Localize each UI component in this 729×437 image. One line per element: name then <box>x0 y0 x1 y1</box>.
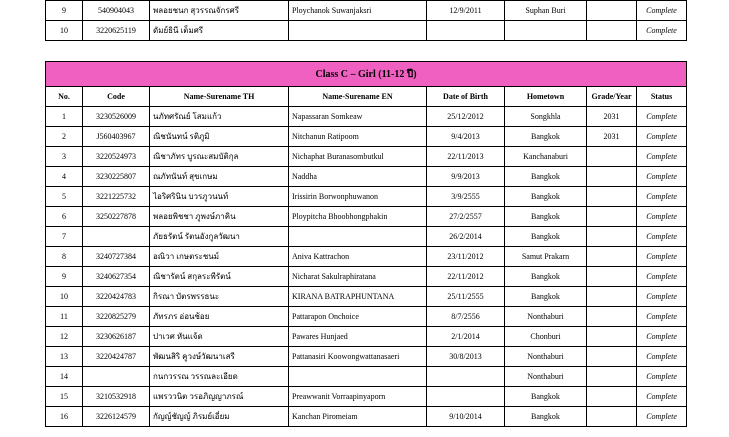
cell-no: 9 <box>46 1 83 21</box>
cell-hometown: Kanchanaburi <box>505 147 587 167</box>
table-row <box>46 1 687 21</box>
table-row <box>46 147 687 167</box>
cell-no: 12 <box>46 327 83 347</box>
cell-dob <box>427 21 505 41</box>
table-row <box>46 167 687 187</box>
cell-name-th: พลอยชนก สุวรรณจักรศรี <box>150 1 289 21</box>
cell-status: Complete <box>637 167 687 187</box>
cell-status: Complete <box>637 1 687 21</box>
cell-name-en <box>289 227 427 247</box>
cell-hometown: Suphan Buri <box>505 1 587 21</box>
cell-no: 5 <box>46 187 83 207</box>
cell-hometown: Nonthaburi <box>505 367 587 387</box>
table-row <box>46 247 687 267</box>
cell-code: 3240727384 <box>83 247 150 267</box>
cell-no: 4 <box>46 167 83 187</box>
cell-code: 3220424783 <box>83 287 150 307</box>
cell-name-th: พลอยพิชชา ภูพงษ์ภาคิน <box>150 207 289 227</box>
cell-name-en: Ploypitcha Bhoobhongphakin <box>289 207 427 227</box>
cell-status: Complete <box>637 147 687 167</box>
cell-name-en: Aniva Kattrachon <box>289 247 427 267</box>
cell-name-th: ปาเวศ หันแจ้ด <box>150 327 289 347</box>
cell-grade <box>587 347 637 367</box>
cell-dob: 26/2/2014 <box>427 227 505 247</box>
cell-grade <box>587 1 637 21</box>
cell-no: 9 <box>46 267 83 287</box>
header-name-en: Name-Surename EN <box>289 87 427 107</box>
cell-dob: 2/1/2014 <box>427 327 505 347</box>
cell-code <box>83 367 150 387</box>
cell-code: 3220825279 <box>83 307 150 327</box>
cell-status: Complete <box>637 287 687 307</box>
table-row <box>46 407 687 427</box>
cell-name-th: กัญญ์ชัญญ์ ภิรมย์เอี่ยม <box>150 407 289 427</box>
cell-code: 3230526009 <box>83 107 150 127</box>
cell-name-th: พัฒนสิริ คูวงษ์วัฒนาเสรี <box>150 347 289 367</box>
cell-name-th: นภัทศรัณย์ โสมแก้ว <box>150 107 289 127</box>
cell-hometown: Bangkok <box>505 287 587 307</box>
cell-hometown: Bangkok <box>505 167 587 187</box>
cell-name-th: ภัยธรัตน์ รัตนอังกูลวัฒนา <box>150 227 289 247</box>
cell-grade <box>587 327 637 347</box>
cell-grade <box>587 387 637 407</box>
header-grade: Grade/Year <box>587 87 637 107</box>
cell-name-en: Nicharat Sakulraphiratana <box>289 267 427 287</box>
cell-no: 10 <box>46 21 83 41</box>
cell-status: Complete <box>637 327 687 347</box>
cell-grade <box>587 307 637 327</box>
cell-hometown: Nonthaburi <box>505 307 587 327</box>
table-row <box>46 327 687 347</box>
cell-name-en: Naddha <box>289 167 427 187</box>
cell-no: 8 <box>46 247 83 267</box>
cell-hometown: Chonburi <box>505 327 587 347</box>
cell-name-en: Nitchanun Ratipoom <box>289 127 427 147</box>
cell-dob: 27/2/2557 <box>427 207 505 227</box>
cell-dob: 25/12/2012 <box>427 107 505 127</box>
cell-dob: 3/9/2555 <box>427 187 505 207</box>
cell-name-en: Kanchan Piromeiam <box>289 407 427 427</box>
cell-grade <box>587 407 637 427</box>
cell-code: 3220625119 <box>83 21 150 41</box>
cell-grade: 2031 <box>587 127 637 147</box>
header-status: Status <box>637 87 687 107</box>
cell-dob <box>427 367 505 387</box>
cell-name-th: กนกวรรณ วรรณละเอียด <box>150 367 289 387</box>
table-row <box>46 287 687 307</box>
cell-dob: 22/11/2013 <box>427 147 505 167</box>
cell-status: Complete <box>637 107 687 127</box>
cell-hometown: Bangkok <box>505 267 587 287</box>
class-title: Class C – Girl (11-12 ปี) <box>46 62 687 87</box>
table-row <box>46 187 687 207</box>
cell-name-en <box>289 367 427 387</box>
cell-status: Complete <box>637 347 687 367</box>
cell-no: 15 <box>46 387 83 407</box>
cell-hometown: Bangkok <box>505 207 587 227</box>
cell-no: 14 <box>46 367 83 387</box>
cell-code <box>83 227 150 247</box>
cell-name-th: ดัมย์ธินี เต็มศรี <box>150 21 289 41</box>
cell-no: 3 <box>46 147 83 167</box>
cell-name-en: Napassaran Somkeaw <box>289 107 427 127</box>
cell-status: Complete <box>637 227 687 247</box>
table-row <box>46 347 687 367</box>
cell-code: 3230626187 <box>83 327 150 347</box>
header-no: No. <box>46 87 83 107</box>
cell-name-en: Pawares Hunjaed <box>289 327 427 347</box>
table-row <box>46 227 687 247</box>
cell-name-th: ภัทรภร อ่อนช้อย <box>150 307 289 327</box>
cell-name-en: Pattanasiri Koowongwattanasaeri <box>289 347 427 367</box>
cell-no: 1 <box>46 107 83 127</box>
cell-hometown: Bangkok <box>505 187 587 207</box>
cell-name-th: อณิวา เกษตระชนม์ <box>150 247 289 267</box>
cell-status: Complete <box>637 387 687 407</box>
cell-code: 540904043 <box>83 1 150 21</box>
cell-name-th: ณภัทนันท์ สุขเกษม <box>150 167 289 187</box>
cell-status: Complete <box>637 407 687 427</box>
cell-hometown: Bangkok <box>505 387 587 407</box>
cell-grade <box>587 247 637 267</box>
cell-grade <box>587 21 637 41</box>
cell-status: Complete <box>637 21 687 41</box>
cell-name-en: Nichaphat Buranasombutkul <box>289 147 427 167</box>
cell-hometown: Bangkok <box>505 227 587 247</box>
previous-class-table <box>45 0 687 41</box>
cell-code: 3221225732 <box>83 187 150 207</box>
table-row <box>46 267 687 287</box>
cell-name-en: Pattarapon Onchoice <box>289 307 427 327</box>
cell-name-en: Ploychanok Suwanjaksri <box>289 1 427 21</box>
cell-name-th: แพรววนิต วรอภิญญาภรณ์ <box>150 387 289 407</box>
cell-grade <box>587 287 637 307</box>
cell-name-en: Irissirin Borwonphuwanon <box>289 187 427 207</box>
cell-code: 3226124579 <box>83 407 150 427</box>
cell-code: J560403967 <box>83 127 150 147</box>
header-code: Code <box>83 87 150 107</box>
cell-status: Complete <box>637 127 687 147</box>
cell-no: 7 <box>46 227 83 247</box>
cell-dob: 9/9/2013 <box>427 167 505 187</box>
cell-hometown <box>505 21 587 41</box>
cell-hometown: Samut Prakarn <box>505 247 587 267</box>
class-title-row <box>46 62 687 87</box>
table-row <box>46 107 687 127</box>
table-row <box>46 127 687 147</box>
cell-dob: 12/9/2011 <box>427 1 505 21</box>
cell-name-th: ณิชนันทน์ รติภูมิ <box>150 127 289 147</box>
header-name-th: Name-Surename TH <box>150 87 289 107</box>
cell-status: Complete <box>637 267 687 287</box>
cell-grade <box>587 227 637 247</box>
cell-grade <box>587 187 637 207</box>
table-row <box>46 307 687 327</box>
cell-grade <box>587 207 637 227</box>
cell-name-th: ณิชารัตน์ สกุลระพีรัตน์ <box>150 267 289 287</box>
cell-hometown: Songkhla <box>505 107 587 127</box>
cell-no: 6 <box>46 207 83 227</box>
cell-dob: 9/10/2014 <box>427 407 505 427</box>
cell-status: Complete <box>637 367 687 387</box>
cell-no: 10 <box>46 287 83 307</box>
cell-name-en: KIRANA BATRAPHUNTANA <box>289 287 427 307</box>
cell-status: Complete <box>637 307 687 327</box>
table-row <box>46 387 687 407</box>
cell-hometown: Bangkok <box>505 407 587 427</box>
cell-dob: 8/7/2556 <box>427 307 505 327</box>
cell-hometown: Nonthaburi <box>505 347 587 367</box>
cell-code: 3230225807 <box>83 167 150 187</box>
class-c-girl-table <box>45 61 687 427</box>
cell-grade <box>587 367 637 387</box>
cell-dob <box>427 387 505 407</box>
cell-name-th: กิรณา บัตรพรรธนะ <box>150 287 289 307</box>
cell-code: 3220524973 <box>83 147 150 167</box>
cell-name-en: Preawwanit Vorraapinyaporn <box>289 387 427 407</box>
table-row <box>46 207 687 227</box>
cell-code: 3240627354 <box>83 267 150 287</box>
cell-status: Complete <box>637 187 687 207</box>
header-dob: Date of Birth <box>427 87 505 107</box>
cell-code: 3250227878 <box>83 207 150 227</box>
cell-status: Complete <box>637 247 687 267</box>
cell-code: 3220424787 <box>83 347 150 367</box>
cell-no: 11 <box>46 307 83 327</box>
table-row <box>46 21 687 41</box>
cell-dob: 23/11/2012 <box>427 247 505 267</box>
cell-no: 13 <box>46 347 83 367</box>
cell-name-th: ไอริศรินิน บวรภูวนนท์ <box>150 187 289 207</box>
table-row <box>46 367 687 387</box>
cell-grade <box>587 267 637 287</box>
cell-dob: 22/11/2012 <box>427 267 505 287</box>
cell-name-th: ณิชาภัทร บูรณะสมบัติกุล <box>150 147 289 167</box>
cell-dob: 30/8/2013 <box>427 347 505 367</box>
cell-hometown: Bangkok <box>505 127 587 147</box>
header-row <box>46 87 687 107</box>
cell-grade <box>587 147 637 167</box>
cell-no: 16 <box>46 407 83 427</box>
cell-dob: 25/11/2555 <box>427 287 505 307</box>
cell-status: Complete <box>637 207 687 227</box>
cell-dob: 9/4/2013 <box>427 127 505 147</box>
cell-no: 2 <box>46 127 83 147</box>
cell-code: 3210532918 <box>83 387 150 407</box>
cell-grade <box>587 167 637 187</box>
cell-grade: 2031 <box>587 107 637 127</box>
cell-name-en <box>289 21 427 41</box>
header-hometown: Hometown <box>505 87 587 107</box>
